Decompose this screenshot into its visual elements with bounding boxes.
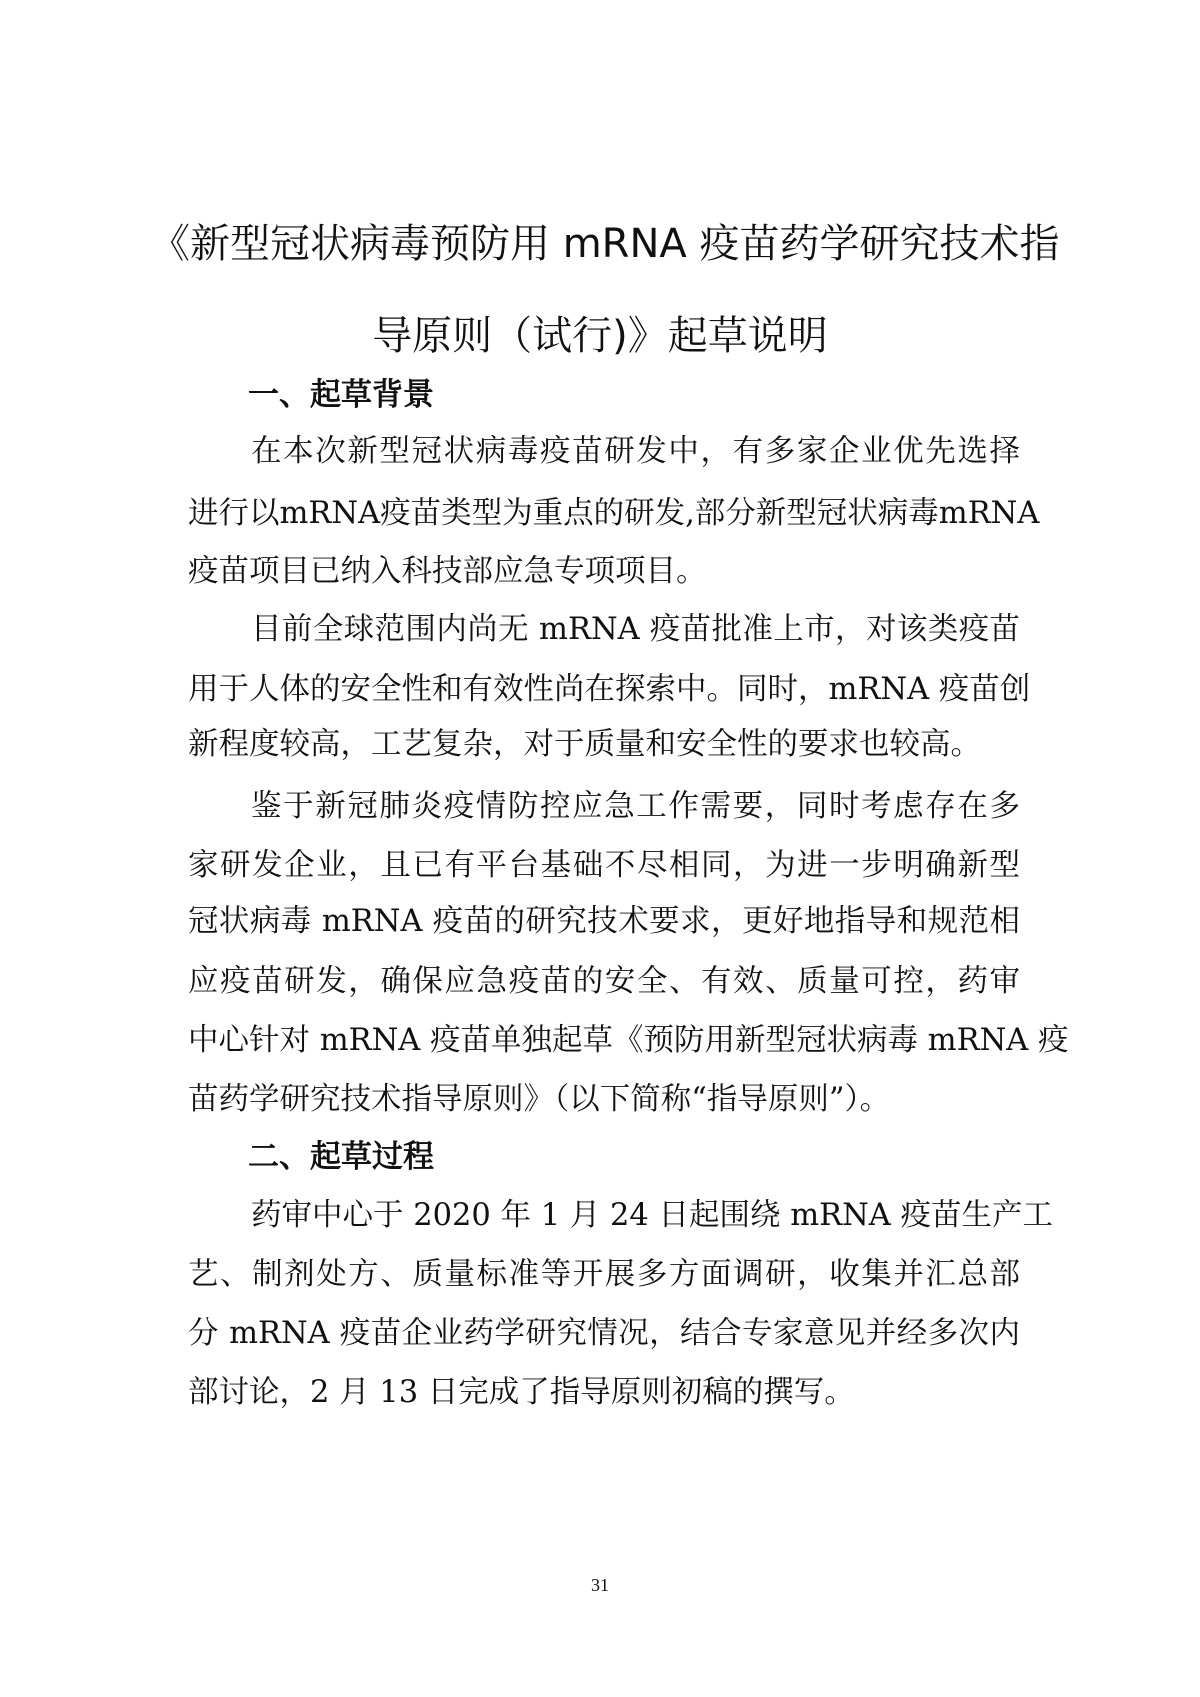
paragraph-line: 冠状病毒 mRNA 疫苗的研究技术要求，更好地指导和规范相 — [188, 904, 1020, 939]
paragraph-line: 用于人体的安全性和有效性尚在探索中。同时，mRNA 疫苗创 — [188, 672, 1031, 707]
page-number: 31 — [591, 1575, 609, 1595]
paragraph-line: 应疫苗研发，确保应急疫苗的安全、有效、质量可控，药审 — [188, 964, 1020, 999]
paragraph-line: 新程度较高，工艺复杂，对于质量和安全性的要求也较高。 — [188, 727, 981, 762]
section-heading-background: 一、起草背景 — [248, 377, 434, 413]
paragraph-line: 鉴于新冠肺炎疫情防控应急工作需要，同时考虑存在多 — [251, 789, 1020, 824]
document-title-line-1: 《新型冠状病毒预防用 mRNA 疫苗药学研究技术指 — [150, 221, 1060, 267]
document-title-line-2: 导原则（试行)》起草说明 — [372, 313, 828, 359]
paragraph-line: 药审中心于 2020 年 1 月 24 日起围绕 mRNA 疫苗生产工 — [251, 1198, 1053, 1233]
section-heading-process: 二、起草过程 — [248, 1139, 434, 1175]
paragraph-line: 苗药学研究技术指导原则》（以下简称“指导原则”）。 — [188, 1082, 891, 1117]
paragraph-line: 部讨论，2 月 13 日完成了指导原则初稿的撰写。 — [188, 1375, 855, 1410]
paragraph-line: 目前全球范围内尚无 mRNA 疫苗批准上市，对该类疫苗 — [251, 612, 1020, 647]
paragraph-line: 艺、制剂处方、质量标准等开展多方面调研，收集并汇总部 — [188, 1257, 1020, 1292]
paragraph-line: 疫苗项目已纳入科技部应急专项项目。 — [188, 554, 707, 589]
paragraph-line: 进行以mRNA疫苗类型为重点的研发,部分新型冠状病毒mRNA — [188, 496, 1040, 531]
paragraph-line: 分 mRNA 疫苗企业药学研究情况，结合专家意见并经多次内 — [188, 1316, 1020, 1351]
paragraph-line: 中心针对 mRNA 疫苗单独起草《预防用新型冠状病毒 mRNA 疫 — [188, 1023, 1069, 1058]
paragraph-line: 在本次新型冠状病毒疫苗研发中，有多家企业优先选择 — [251, 434, 1020, 469]
paragraph-line: 家研发企业，且已有平台基础不尽相同，为进一步明确新型 — [188, 848, 1020, 883]
